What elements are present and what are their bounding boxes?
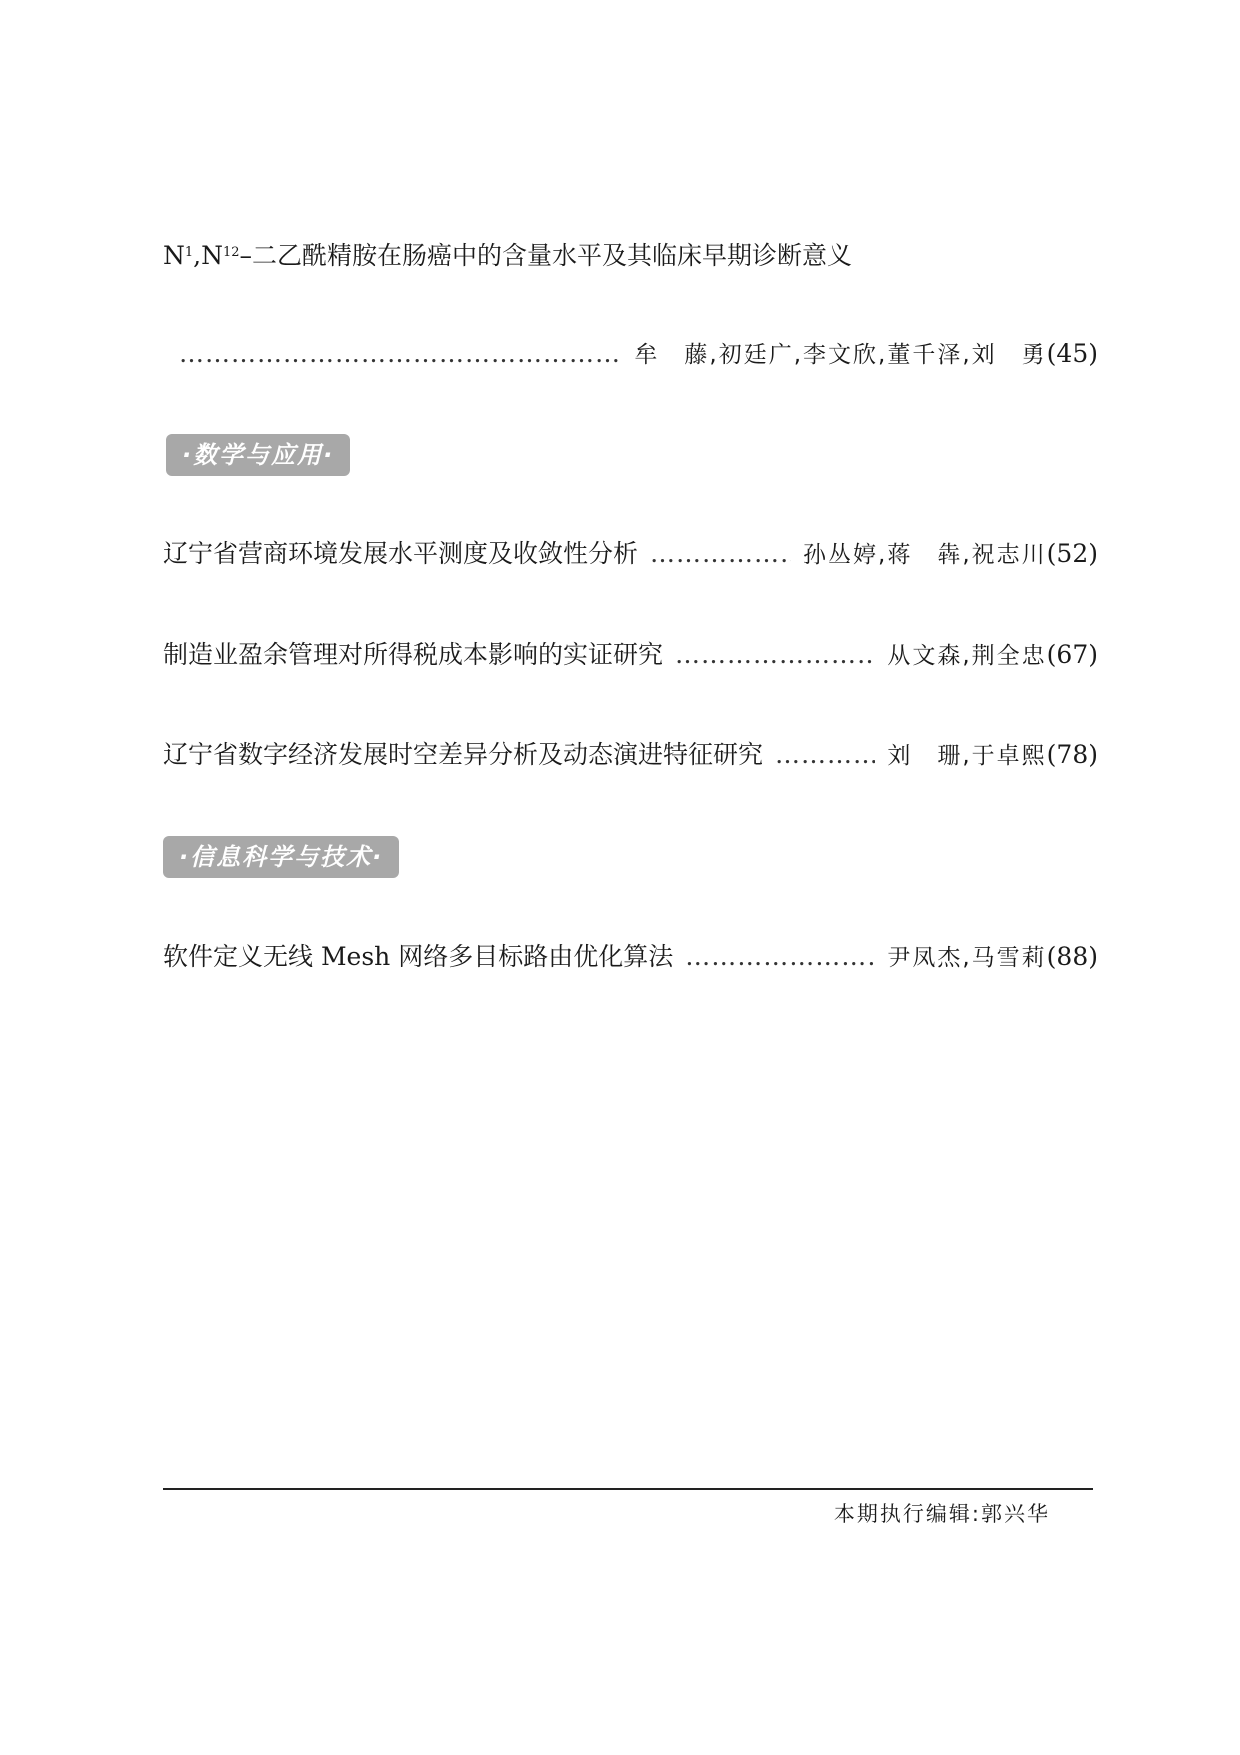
executive-editor: 本期执行编辑:郭兴华 bbox=[833, 1502, 1050, 1526]
footer-rule bbox=[163, 1488, 1093, 1490]
toc-entry[interactable] bbox=[163, 537, 1098, 572]
entry-title: 辽宁省营商环境发展水平测度及收敛性分析 bbox=[163, 539, 639, 568]
title-text: –二乙酰精胺在肠癌中的含量水平及其临床早期诊断意义 bbox=[239, 241, 853, 270]
leader-dots bbox=[650, 537, 791, 571]
entry-page: (67) bbox=[1046, 640, 1098, 669]
entry-title: 辽宁省数字经济发展时空差异分析及动态演进特征研究 bbox=[163, 740, 764, 769]
toc-entry[interactable] bbox=[163, 638, 1098, 673]
leader-dots bbox=[179, 337, 622, 371]
entry-page: (45) bbox=[1046, 339, 1098, 368]
entry-title: 软件定义无线 Mesh 网络多目标路由优化算法 bbox=[163, 942, 674, 971]
title-text: N bbox=[163, 241, 185, 270]
entry-page: (52) bbox=[1046, 539, 1098, 568]
superscript: 12 bbox=[222, 245, 240, 260]
superscript: 1 bbox=[184, 245, 194, 260]
leader-dots bbox=[685, 940, 875, 974]
entry-title bbox=[163, 236, 1098, 273]
toc-entry[interactable] bbox=[163, 236, 1098, 273]
entry-title: 制造业盈余管理对所得税成本影响的实证研究 bbox=[163, 640, 664, 669]
leader-dots bbox=[675, 638, 875, 672]
leader-dots bbox=[775, 738, 875, 772]
title-text: ,N bbox=[193, 241, 223, 270]
section-badge-info: ·信息科学与技术· bbox=[163, 836, 399, 878]
toc-entry[interactable] bbox=[163, 940, 1098, 975]
entry-page: (88) bbox=[1046, 942, 1098, 971]
entry-authors: 孙丛婷,蒋 犇,祝志川 bbox=[803, 542, 1047, 568]
toc-entry-continued bbox=[163, 337, 1098, 372]
entry-authors: 牟 藤,初廷广,李文欣,董千泽,刘 勇 bbox=[634, 342, 1047, 368]
toc-entry[interactable] bbox=[163, 738, 1098, 773]
entry-authors: 从文森,荆全忠 bbox=[887, 643, 1047, 669]
entry-page: (78) bbox=[1046, 740, 1098, 769]
entry-authors: 尹凤杰,马雪莉 bbox=[887, 945, 1047, 971]
entry-authors: 刘 珊,于卓熙 bbox=[887, 743, 1047, 769]
section-badge-math: ·数学与应用· bbox=[166, 434, 350, 476]
